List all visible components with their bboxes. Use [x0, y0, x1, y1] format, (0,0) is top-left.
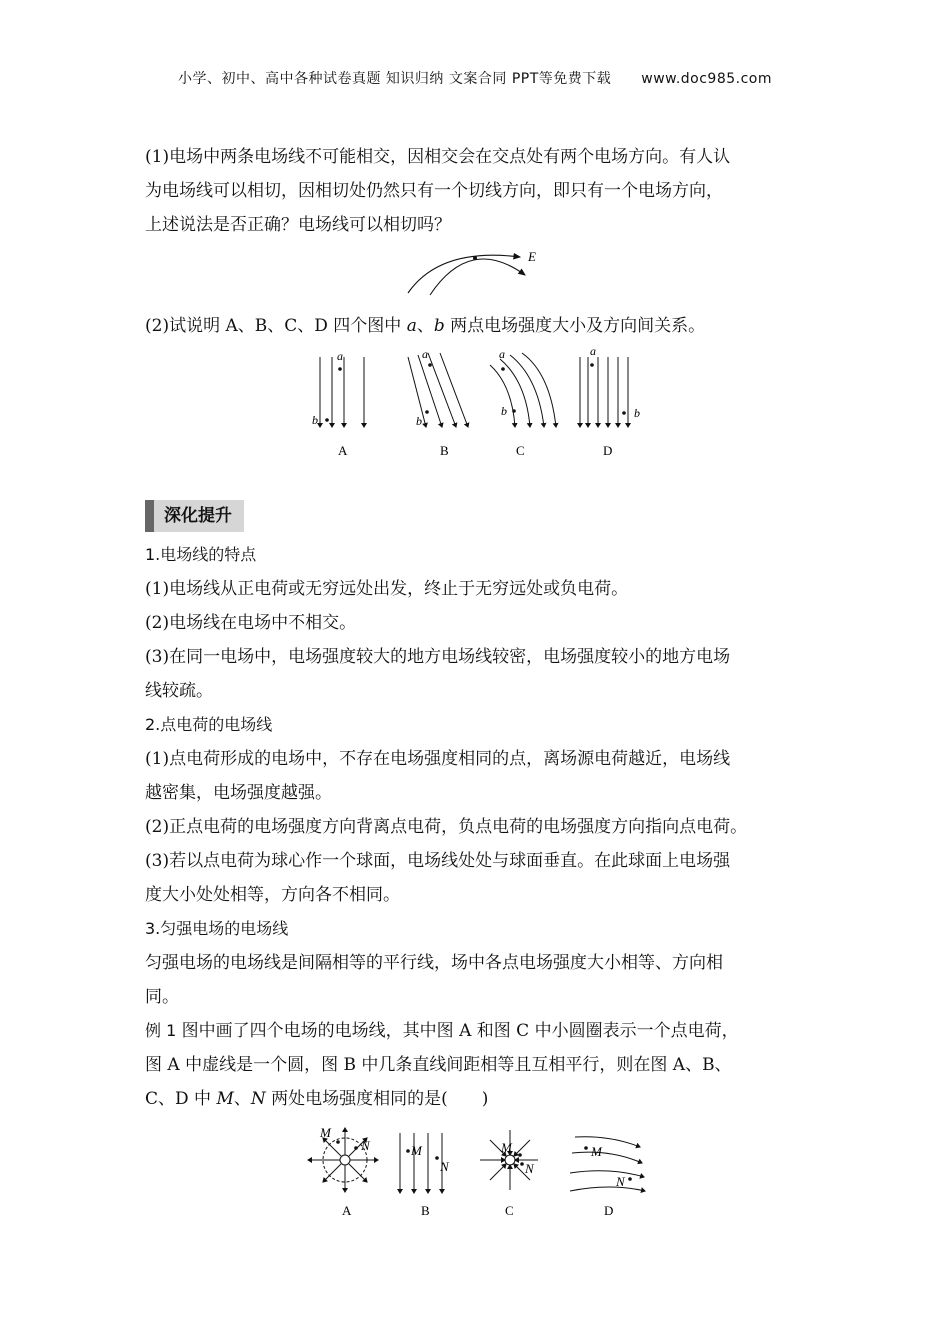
e-label: E: [528, 249, 536, 264]
question-2: [145, 309, 815, 343]
q2-text-mid: 、: [416, 316, 434, 336]
q2-figure-a: [320, 357, 364, 427]
example-line-2: 图 A 中虚线是一个圆，图 B 中几条直线间距相等且互相平行，则在图 A、B、: [145, 1055, 732, 1075]
example-figure-b: [400, 1133, 442, 1193]
para-2: (2)电场线在电场中不相交。: [145, 613, 357, 633]
svg-text:B: B: [440, 443, 449, 458]
svg-text:a: a: [499, 347, 505, 361]
svg-text:C: C: [516, 443, 525, 458]
svg-text:b: b: [634, 406, 640, 420]
example-text-3-post: 两处电场强度相同的是( ): [265, 1089, 489, 1109]
heading-3: 3.匀强电场的电场线: [145, 919, 289, 938]
svg-text:D: D: [604, 1203, 614, 1218]
q2-captions: [338, 443, 612, 458]
svg-text:M: M: [591, 1144, 602, 1159]
example-captions: [342, 1203, 613, 1218]
para-5: (2)正点电荷的电场强度方向背离点电荷，负点电荷的电场强度方向指向点电荷。: [145, 817, 748, 837]
svg-text:b: b: [416, 414, 422, 428]
svg-text:N: N: [361, 1138, 370, 1153]
tangent-point: [473, 256, 477, 260]
example-line-1: [145, 1014, 815, 1048]
svg-text:A: A: [342, 1203, 352, 1218]
q2-points: [325, 363, 626, 422]
q2-text-post: 两点电场强度大小及方向间关系。: [444, 316, 706, 336]
svg-text:a: a: [422, 347, 428, 361]
heading-2: 2.点电荷的电场线: [145, 715, 273, 734]
para-6b: 度大小处处相等，方向各不相同。: [145, 885, 400, 905]
q2-figure-d: [580, 357, 628, 427]
header-site-link[interactable]: www.doc985.com: [641, 71, 773, 87]
svg-text:D: D: [603, 443, 613, 458]
example-label: 例 1: [145, 1021, 177, 1040]
para-6a: (3)若以点电荷为球心作一个球面，电场线处处与球面垂直。在此球面上电场强: [145, 851, 731, 871]
page-header: [0, 68, 950, 88]
example-figure-c: [480, 1130, 538, 1190]
svg-text:C: C: [505, 1203, 514, 1218]
para-3b: 线较疏。: [145, 681, 213, 701]
svg-text:M: M: [501, 1140, 512, 1155]
deepen-section: [145, 500, 815, 1116]
q1-line-1: (1)电场中两条电场线不可能相交，因相交会在交点处有两个电场方向。有人认: [145, 147, 731, 167]
svg-text:b: b: [501, 404, 507, 418]
q2-var-a: a: [406, 316, 417, 336]
example-var-n: N: [250, 1089, 266, 1109]
tangent-field-figure: [400, 245, 550, 297]
example-line-3: [145, 1082, 815, 1116]
q1-line-2: 为电场线可以相切，因相切处仍然只有一个切线方向，即只有一个电场方向，: [145, 181, 723, 201]
section-title: 深化提升: [145, 500, 244, 532]
svg-text:A: A: [338, 443, 348, 458]
question-1: [145, 140, 815, 242]
para-7b: 同。: [145, 987, 179, 1007]
svg-text:a: a: [590, 345, 596, 358]
example-figures: [300, 1125, 650, 1225]
example-var-m: M: [216, 1089, 234, 1109]
svg-text:N: N: [616, 1174, 625, 1189]
para-4b: 越密集，电场强度越强。: [145, 783, 332, 803]
heading-1: 1.电场线的特点: [145, 545, 257, 564]
q2-line: [145, 309, 815, 343]
para-7a: 匀强电场的电场线是间隔相等的平行线，场中各点电场强度大小相等、方向相: [145, 953, 723, 973]
q2-var-b: b: [433, 316, 445, 336]
svg-text:a: a: [337, 349, 343, 363]
q2-figures: [300, 345, 650, 460]
svg-text:b: b: [312, 413, 318, 427]
example-text-3-sep: 、: [233, 1089, 251, 1109]
example-text-1: 图中画了四个电场的电场线，其中图 A 和图 C 中小圆圈表示一个点电荷，: [176, 1021, 739, 1041]
svg-text:M: M: [411, 1143, 422, 1158]
para-4a: (1)点电荷形成的电场中，不存在电场强度相同的点，离场源电荷越近，电场线: [145, 749, 731, 769]
q2-figure-c: [490, 353, 556, 427]
field-line-upper: [408, 255, 520, 293]
svg-text:M: M: [320, 1125, 331, 1140]
svg-text:B: B: [421, 1203, 430, 1218]
example-text-3-pre: C、D 中: [145, 1089, 217, 1109]
q2-point-labels: [312, 345, 640, 428]
header-text: 小学、初中、高中各种试卷真题 知识归纳 文案合同 PPT等免费下载: [177, 71, 612, 87]
q2-text-pre: (2)试说明 A、B、C、D 四个图中: [145, 316, 407, 336]
example-figure-d: [570, 1137, 645, 1191]
para-3a: (3)在同一电场中，电场强度较大的地方电场线较密，电场强度较小的地方电场: [145, 647, 731, 667]
svg-text:N: N: [525, 1161, 534, 1176]
svg-text:N: N: [440, 1159, 449, 1174]
q1-line-3: 上述说法是否正确？电场线可以相切吗？: [145, 215, 451, 235]
para-1: (1)电场线从正电荷或无穷远处出发，终止于无穷远处或负电荷。: [145, 579, 629, 599]
